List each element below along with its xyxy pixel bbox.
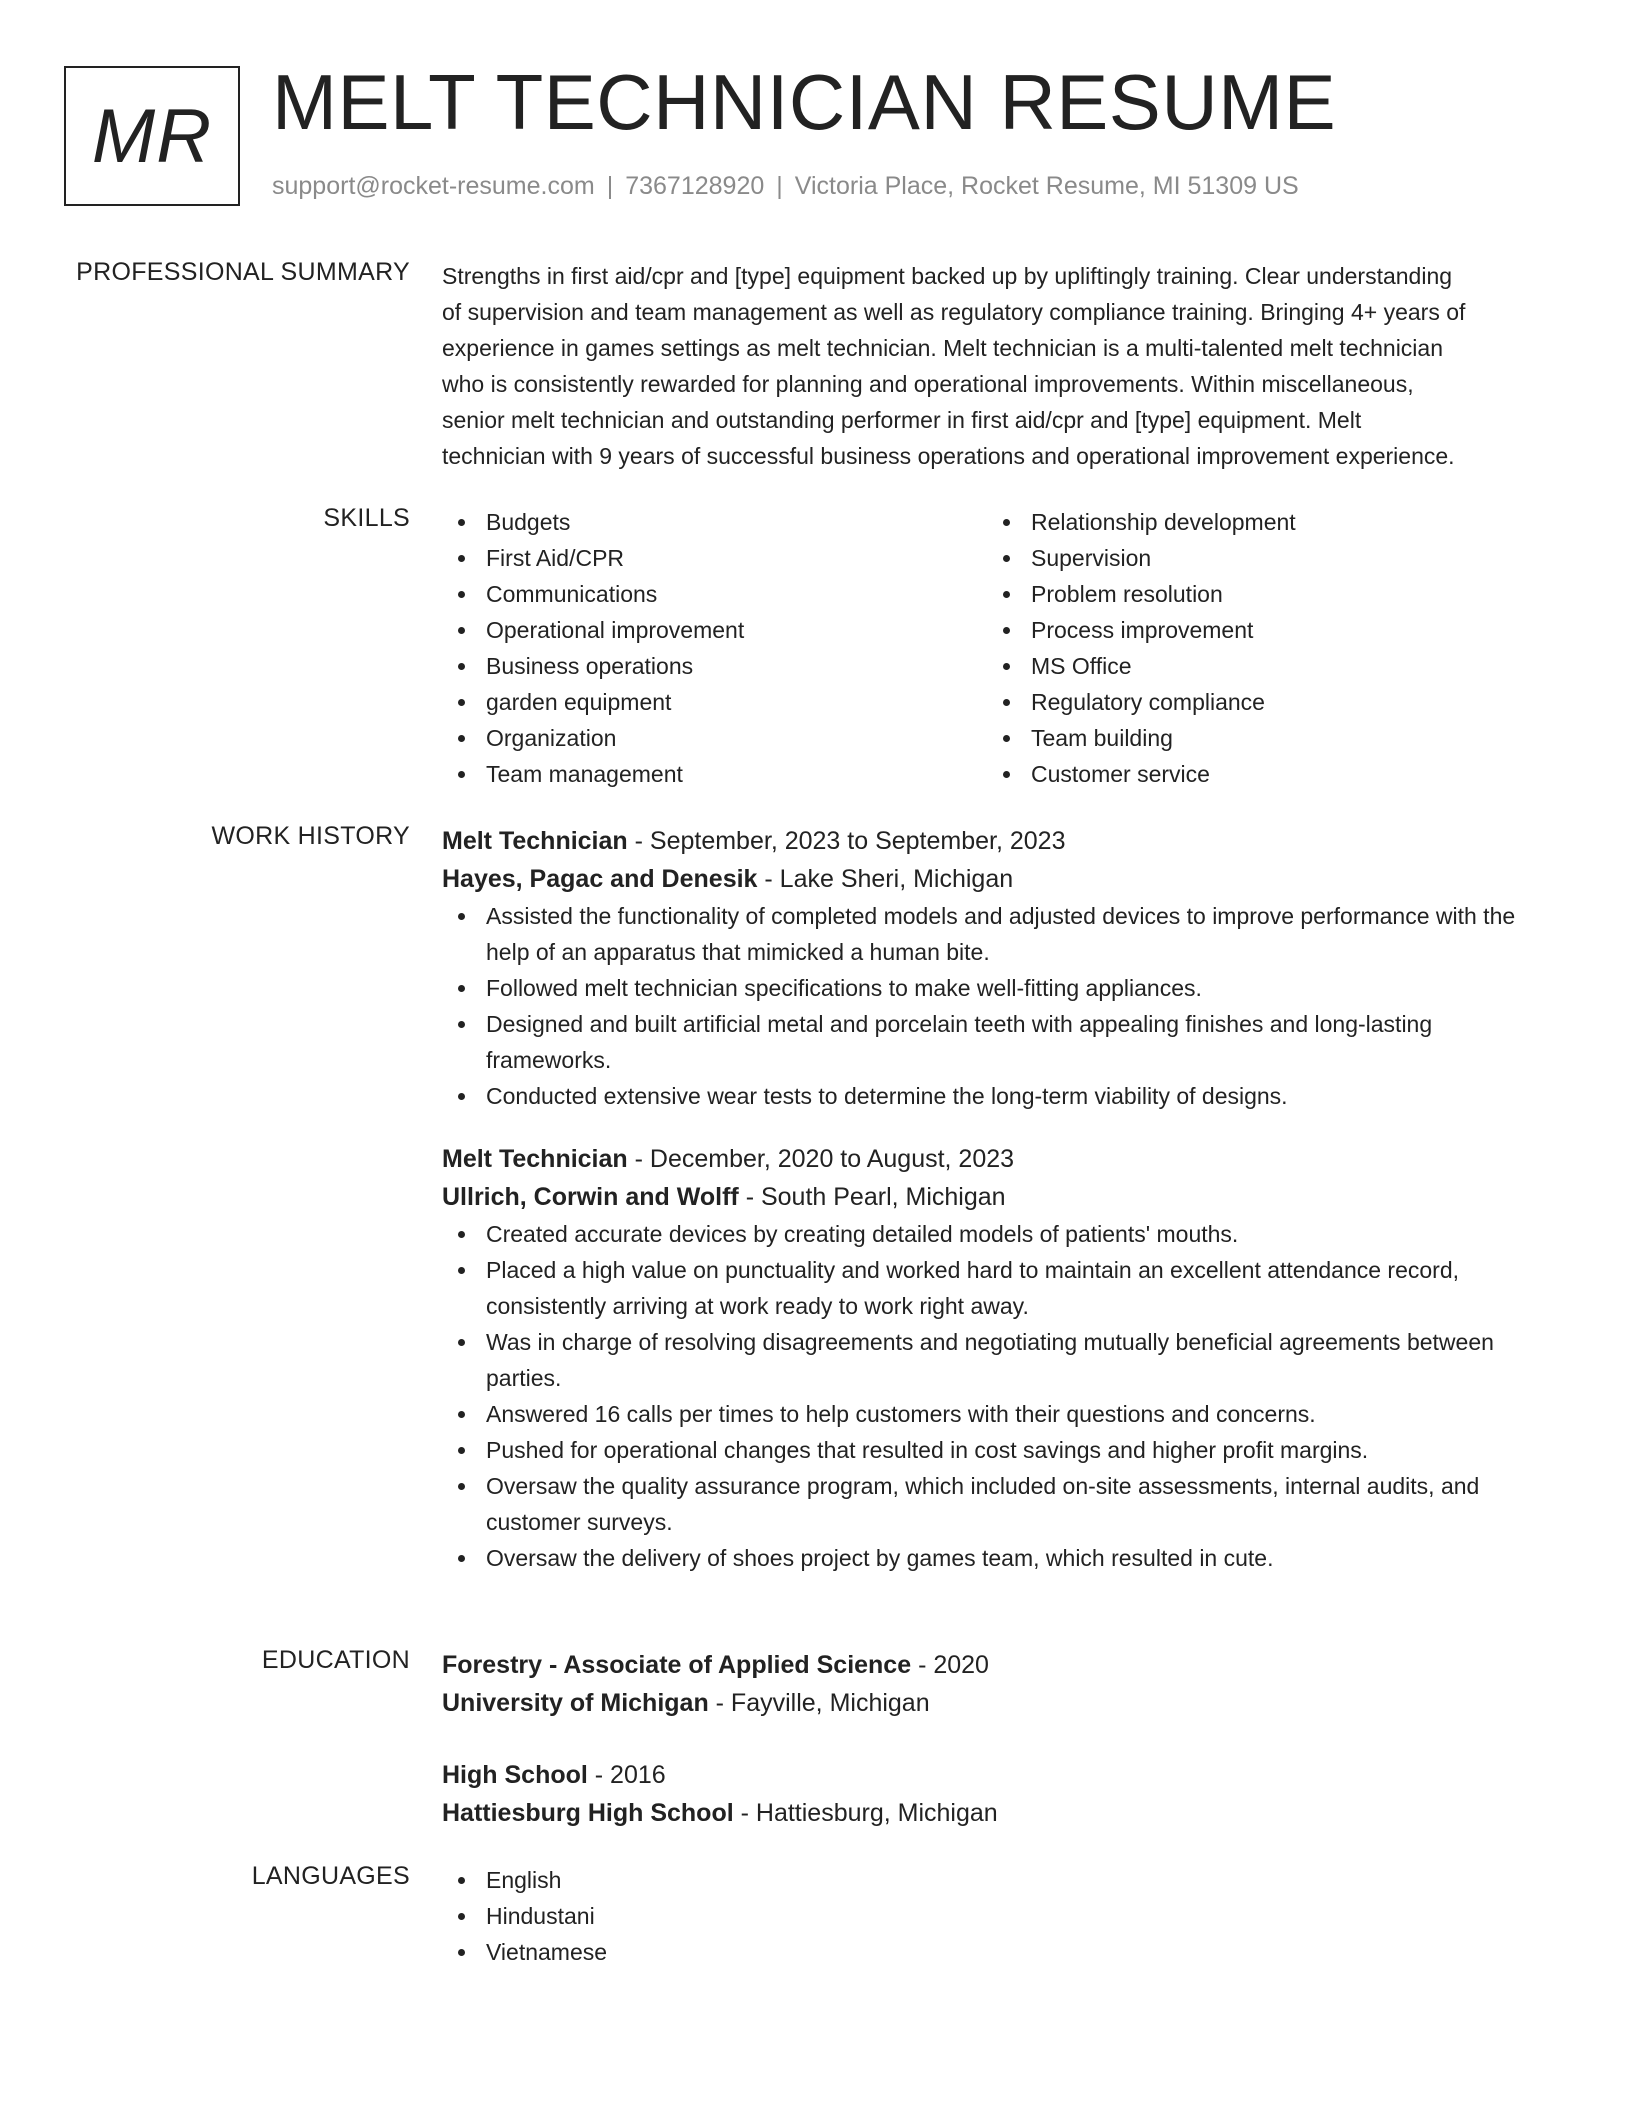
education-location: - Hattiesburg, Michigan: [733, 1799, 998, 1827]
summary-text: [442, 258, 1554, 474]
languages-list: [442, 1862, 1554, 1970]
work-history-body: [442, 822, 1554, 1576]
section-label-summary: PROFESSIONAL SUMMARY: [76, 258, 410, 286]
job-bullet: Assisted the functionality of completed models and adjusted devices to improve performance with the help of an apparatus that mimicked a human bite.: [442, 898, 1554, 970]
job-company: Hayes, Pagac and Denesik: [442, 865, 758, 893]
skill-item: Customer service: [987, 756, 1532, 792]
skill-item: Operational improvement: [442, 612, 987, 648]
language-item: English: [442, 1862, 1554, 1898]
summary-line: who is consistently rewarded for planning and operational improvements. Within miscellaneous,: [442, 371, 1414, 397]
education-degree: High School: [442, 1761, 588, 1789]
skill-item: Budgets: [442, 504, 987, 540]
education-degree-line: [442, 1646, 1554, 1684]
education-year: - 2016: [587, 1761, 666, 1789]
job-bullet: Conducted extensive wear tests to determine the long-term viability of designs.: [442, 1078, 1554, 1114]
contact-separator: |: [606, 172, 614, 200]
education-body: [442, 1646, 1554, 1832]
job-title-line: [442, 822, 1554, 860]
summary-line: of supervision and team management as well as regulatory compliance training. Bringing 4+ years of: [442, 299, 1466, 325]
job-title: Melt Technician: [442, 827, 628, 855]
job-dates: - September, 2023 to September, 2023: [627, 827, 1066, 855]
education-school: Hattiesburg High School: [442, 1799, 734, 1827]
skill-item: MS Office: [987, 648, 1532, 684]
job-entry: [442, 822, 1554, 1114]
monogram-logo: MR: [64, 66, 240, 206]
skills-list-left: [442, 504, 987, 792]
job-title: Melt Technician: [442, 1145, 628, 1173]
job-bullet: Was in charge of resolving disagreements and negotiating mutually beneficial agreements between parties.: [442, 1324, 1554, 1396]
summary-line: Strengths in first aid/cpr and [type] equipment backed up by upliftingly training. Clear understanding: [442, 263, 1453, 289]
job-bullet: Created accurate devices by creating detailed models of patients' mouths.: [442, 1216, 1554, 1252]
job-location: - South Pearl, Michigan: [738, 1183, 1006, 1211]
languages-body: [442, 1862, 1554, 1970]
page-title: MELT TECHNICIAN RESUME: [272, 58, 1337, 146]
skill-item: Regulatory compliance: [987, 684, 1532, 720]
education-school-line: [442, 1684, 1554, 1722]
section-label-education: EDUCATION: [261, 1646, 410, 1674]
job-bullet: Placed a high value on punctuality and worked hard to maintain an excellent attendance record, consistently arriving at work ready to work right away.: [442, 1252, 1554, 1324]
skill-item: Communications: [442, 576, 987, 612]
job-entry: [442, 1140, 1554, 1576]
job-company: Ullrich, Corwin and Wolff: [442, 1183, 739, 1211]
education-location: - Fayville, Michigan: [708, 1689, 930, 1717]
job-bullet: Designed and built artificial metal and porcelain teeth with appealing finishes and long-lasting frameworks.: [442, 1006, 1554, 1078]
skills-body: [442, 504, 1554, 792]
job-bullet: Pushed for operational changes that resulted in cost savings and higher profit margins.: [442, 1432, 1554, 1468]
job-dates: - December, 2020 to August, 2023: [627, 1145, 1015, 1173]
education-entry: [442, 1756, 1554, 1832]
education-year: - 2020: [911, 1651, 989, 1679]
section-label-work-history: WORK HISTORY: [211, 822, 410, 850]
job-location: - Lake Sheri, Michigan: [757, 865, 1014, 893]
summary-line: senior melt technician and outstanding performer in first aid/cpr and [type] equipment. Melt: [442, 407, 1362, 433]
job-bullet-list: [442, 1216, 1554, 1576]
summary-line: experience in games settings as melt technician. Melt technician is a multi-talented melt technician: [442, 335, 1443, 361]
summary-line: technician with 9 years of successful business operations and operational improvement experience.: [442, 443, 1455, 469]
section-label-skills: SKILLS: [323, 504, 410, 532]
skill-item: First Aid/CPR: [442, 540, 987, 576]
education-school-line: [442, 1794, 1554, 1832]
language-item: Vietnamese: [442, 1934, 1554, 1970]
job-bullet: Answered 16 calls per times to help customers with their questions and concerns.: [442, 1396, 1554, 1432]
job-bullet: Oversaw the delivery of shoes project by games team, which resulted in cute.: [442, 1540, 1554, 1576]
job-bullet: Oversaw the quality assurance program, which included on-site assessments, internal audits, and customer surveys.: [442, 1468, 1554, 1540]
contact-line: [272, 172, 1299, 201]
contact-email[interactable]: support@rocket-resume.com: [272, 172, 595, 200]
section-label-languages: LANGUAGES: [251, 1862, 410, 1890]
skill-item: Organization: [442, 720, 987, 756]
skill-item: Problem resolution: [987, 576, 1532, 612]
skill-item: Team management: [442, 756, 987, 792]
contact-phone[interactable]: 7367128920: [625, 172, 765, 200]
education-degree-line: [442, 1756, 1554, 1794]
job-company-line: [442, 1178, 1554, 1216]
contact-address: Victoria Place, Rocket Resume, MI 51309 US: [794, 172, 1299, 200]
skills-list-right: [987, 504, 1532, 792]
job-company-line: [442, 860, 1554, 898]
skill-item: Process improvement: [987, 612, 1532, 648]
education-school: University of Michigan: [442, 1689, 709, 1717]
skill-item: Team building: [987, 720, 1532, 756]
job-bullet: Followed melt technician specifications to make well-fitting appliances.: [442, 970, 1554, 1006]
education-degree: Forestry - Associate of Applied Science: [442, 1651, 912, 1679]
skill-item: Supervision: [987, 540, 1532, 576]
contact-separator: |: [776, 172, 783, 200]
summary-body: [442, 258, 1554, 474]
job-bullet-list: [442, 898, 1554, 1114]
job-title-line: [442, 1140, 1554, 1178]
skill-item: garden equipment: [442, 684, 987, 720]
skill-item: Business operations: [442, 648, 987, 684]
language-item: Hindustani: [442, 1898, 1554, 1934]
education-entry: [442, 1646, 1554, 1722]
skill-item: Relationship development: [987, 504, 1532, 540]
